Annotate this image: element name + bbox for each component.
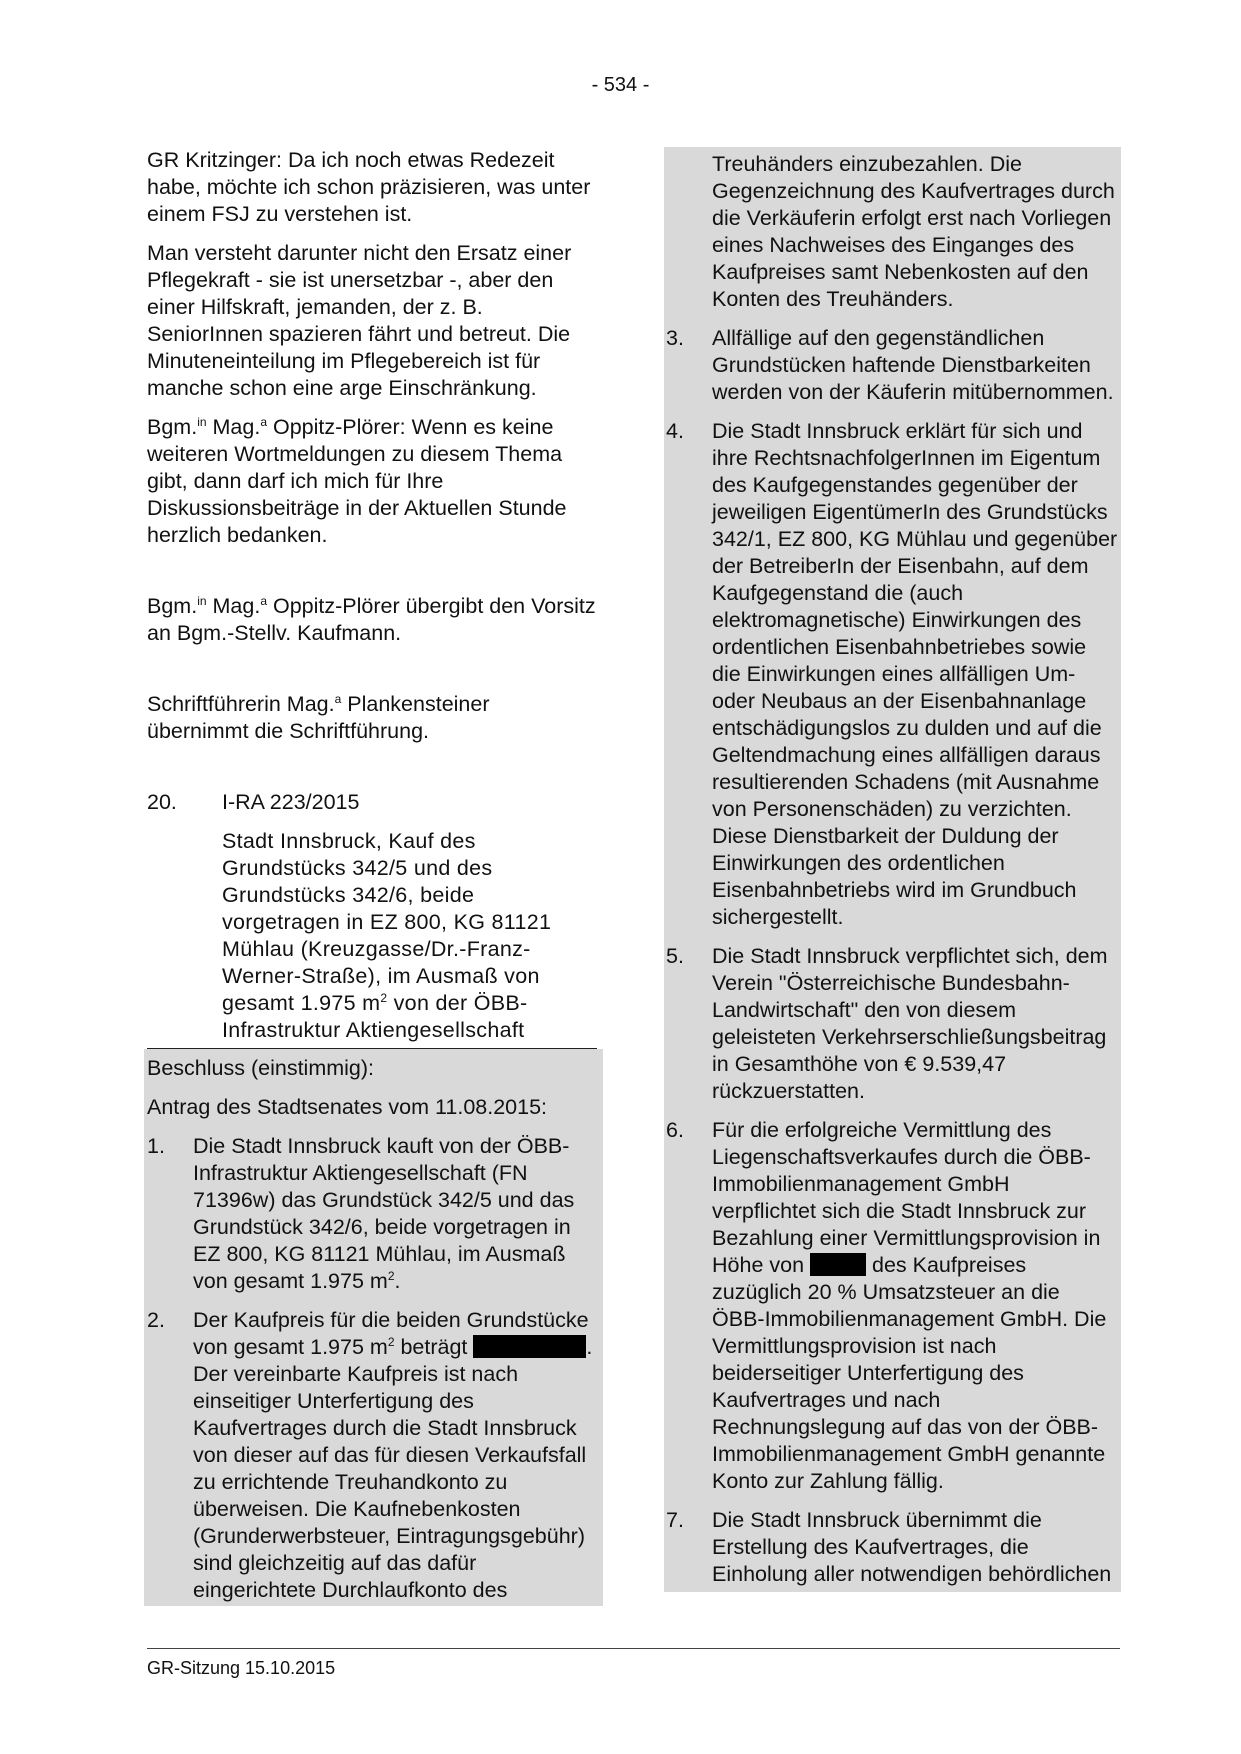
redaction-bar [810, 1253, 866, 1276]
motion-date: Antrag des Stadtsenates vom 11.08.2015: [147, 1095, 548, 1119]
footer-session-date: GR-Sitzung 15.10.2015 [147, 1658, 336, 1678]
paragraph-mayor-thanks: Bgm.$^{in}$ Mag.$^a$ Oppitz-Plörer: Wenn es keine weiteren Wortmeldungen zu diesem Thema gibt, dann darf ich mich für Ihre Diskussionsbeiträge in der Aktuellen Stunde herzlich bedanken. [147, 414, 567, 547]
agenda-reference: I-RA 223/2015 [222, 790, 360, 814]
left-column [147, 147, 597, 1606]
right-column [666, 147, 1120, 1592]
paragraph-fsj-explanation: Man versteht darunter nicht den Ersatz einer Pflegekraft - sie ist unersetzbar -, aber den einer Hilfskraft, jemanden, der z. B. SeniorInnen spazieren fährt und betreut. Die Minuteneinteilung im Pflegebereich ist für manche schon eine arge Einschränkung. [147, 241, 572, 400]
list-item: 6. Für die erfolgreiche Vermittlung des Liegenschaftsverkaufes durch die ÖBB-Immobilienmanagement GmbH verpflichtet sich die Stadt Innsbruck zur Bezahlung einer Vermittlungsprovision in Höhe von des Kaufpreises zuzüglich 20 % Umsatzsteuer an die ÖBB-Immobilienmanagement GmbH. Die Vermittlungsprovision ist nach beiderseitiger Unterfertigung des Kaufvertrages und nach Rechnungslegung auf das von der ÖBB-Immobilienmanagement GmbH genannte Konto zur Zahlung fällig. [666, 1118, 1107, 1493]
list-item: 3. Allfällige auf den gegenständlichen Grundstücken haftende Dienstbarkeiten werden von der Käuferin mitübernommen. [666, 326, 1114, 404]
paragraph-secretary: Schriftführerin Mag.$^a$ Plankensteiner übernimmt die Schriftführung. [147, 691, 490, 743]
resolution-block-continued [664, 147, 1121, 1592]
redaction-bar [473, 1335, 586, 1358]
list-item: 2. Der Kaufpreis für die beiden Grundstücke von gesamt 1.975 $m^2$ beträgt . Der vereinbarte Kaufpreis ist nach einseitiger Unterfertigung des Kaufvertrages durch die Stadt Innsbruck von dieser auf das für diesen Verkaufsfall zu errichtende Treuhandkonto zu überweisen. Die Kaufnebenkosten (Grunderwerbsteuer, Eintragungsgebühr) sind gleichzeitig auf das dafür eingerichtete Durchlaufkonto des [147, 1308, 593, 1602]
resolution-heading: Beschluss (einstimmig): [147, 1056, 374, 1080]
agenda-title: Stadt Innsbruck, Kauf des Grundstücks 342/5 und des Grundstücks 342/6, beide vorgetragen in EZ 800, KG 81121 Mühlau (Kreuzgasse/Dr.-Franz-Werner-Straße), im Ausmaß von gesamt 1.975 $m^2$ von der ÖBB-Infrastruktur Aktiengesellschaft [222, 829, 552, 1042]
list-item: 4. Die Stadt Innsbruck erklärt für sich und ihre RechtsnachfolgerInnen im Eigentum des Kaufgegenstandes gegenüber der jeweiligen EigentümerIn des Grundstücks 342/1, EZ 800, KG Mühlau und gegenüber der BetreiberIn der Eisenbahn, auf dem Kaufgegenstand die (auch elektromagnetische) Einwirkungen des ordentlichen Eisenbahnbetriebes sowie die Einwirkungen eines allfälligen Um- oder Neubaus an der Eisenbahnanlage entschädigungslos zu dulden und auf die Geltendmachung eines allfälligen daraus resultierenden Schadens (mit Ausnahme von Personenschäden) zu verzichten. Diese Dienstbarkeit der Duldung der Einwirkungen des ordentlichen Eisenbahnbetriebs wird im Grundbuch sichergestellt. [666, 419, 1118, 929]
list-item-continuation: Treuhänders einzubezahlen. Die Gegenzeichnung des Kaufvertrages durch die Verkäuferin erfolgt erst nach Vorliegen eines Nachweises des Einganges des Kaufpreises samt Nebenkosten auf den Konten des Treuhänders. [712, 152, 1115, 311]
paragraph-kritzinger: GR Kritzinger: Da ich noch etwas Redezeit habe, möchte ich schon präzisieren, was unter einem FSJ zu verstehen ist. [147, 148, 591, 226]
list-item: 7. Die Stadt Innsbruck übernimmt die Erstellung des Kaufvertrages, die Einholung aller notwendigen behördlichen [666, 1508, 1112, 1586]
resolution-block [144, 1049, 603, 1606]
paragraph-chair-handover: Bgm.$^{in}$ Mag.$^a$ Oppitz-Plörer übergibt den Vorsitz an Bgm.-Stellv. Kaufmann. [147, 593, 596, 645]
agenda-item [147, 789, 597, 1044]
list-item: 1. Die Stadt Innsbruck kauft von der ÖBB-Infrastruktur Aktiengesellschaft (FN 71396w) das Grundstück 342/5 und das Grundstück 342/6, beide vorgetragen in EZ 800, KG 81121 Mühlau, im Ausmaß von gesamt 1.975 $m^2$. [147, 1134, 575, 1293]
page-number: - 534 - [591, 74, 650, 96]
footer-divider [147, 1648, 1120, 1649]
list-item: 5. Die Stadt Innsbruck verpflichtet sich, dem Verein "Österreichische Bundesbahn-Landwirtschaft" den von diesem geleisteten Verkehrserschließungsbeitrag in Gesamthöhe von € 9.539,47 rückzuerstatten. [666, 944, 1108, 1103]
agenda-number: 20. [147, 790, 177, 814]
